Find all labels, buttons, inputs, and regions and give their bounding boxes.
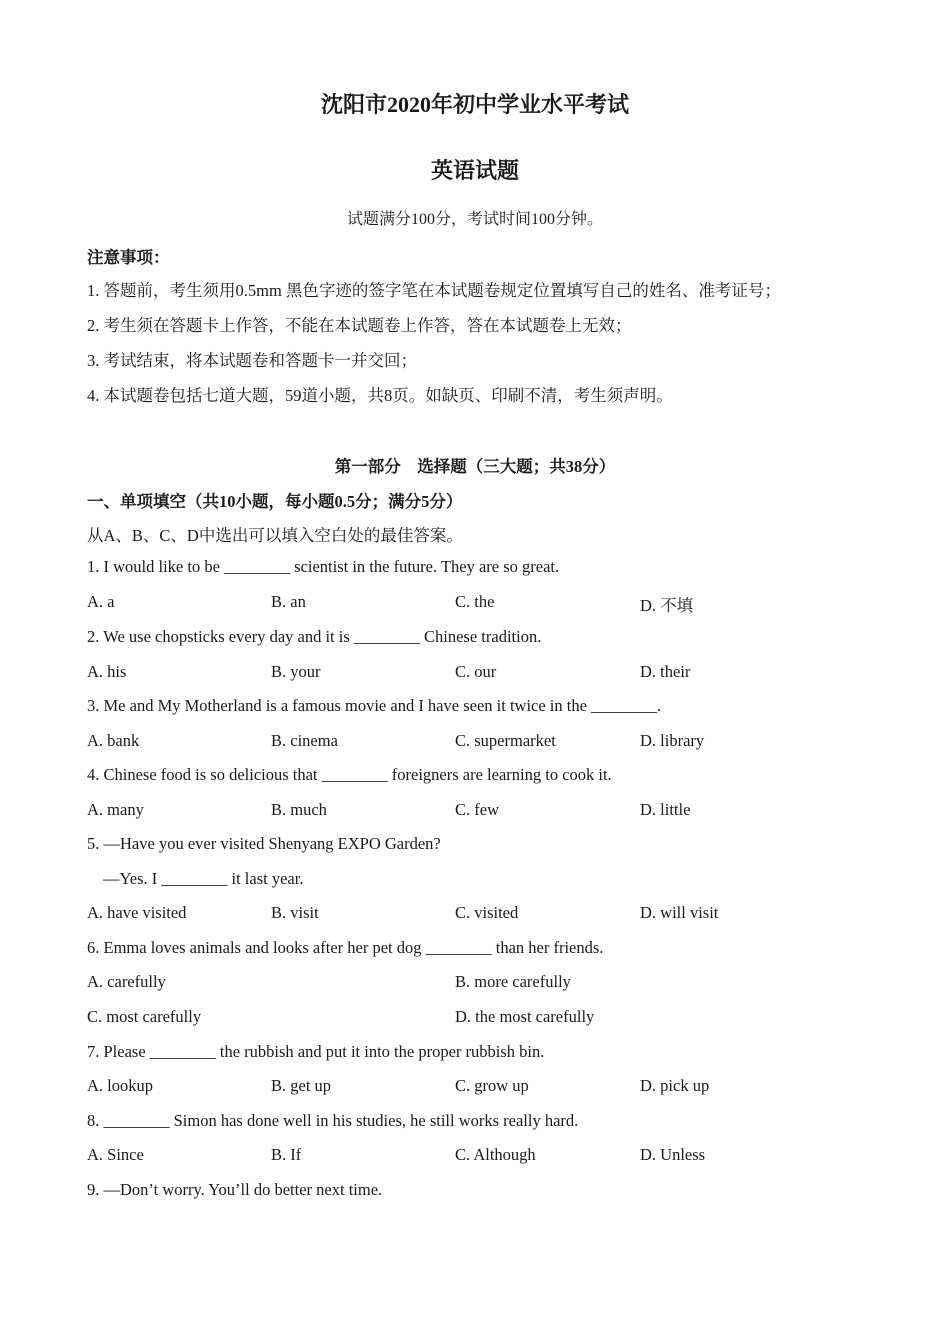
option-a: A. a [87, 592, 115, 611]
option-a: A. bank [87, 731, 140, 750]
option-c: C. few [455, 800, 499, 819]
question-text: 2. We use chopsticks every day and it is ________ Chinese tradition. [87, 627, 542, 646]
question-text: 1. I would like to be ________ scientist in the future. They are so great. [87, 557, 560, 576]
option-c: C. the [455, 592, 495, 611]
notice-item: 2. 考生须在答题卡上作答，不能在本试题卷上作答，答在本试题卷上无效； [87, 316, 632, 335]
option-d: D. pick up [640, 1076, 710, 1095]
option-d: D. library [640, 731, 705, 750]
exam-info: 试题满分100分，考试时间100分钟。 [346, 211, 603, 228]
option-b: B. get up [271, 1076, 332, 1095]
option-c: C. grow up [455, 1076, 529, 1095]
question-text: 7. Please ________ the rubbish and put it into the proper rubbish bin. [87, 1042, 545, 1061]
option-d: D. their [640, 662, 691, 681]
option-b: B. visit [271, 903, 319, 922]
option-d: D. the most carefully [455, 1007, 595, 1026]
option-a: A. Since [87, 1145, 144, 1164]
section-instruction: 从A、B、C、D中选出可以填入空白处的最佳答案。 [87, 526, 463, 545]
section-heading: 一、单项填空（共10小题，每小题0.5分；满分5分） [87, 492, 463, 511]
question-text: 4. Chinese food is so delicious that ________ foreigners are learning to cook it. [87, 765, 612, 784]
notice-item: 4. 本试题卷包括七道大题，59道小题，共8页。如缺页、印刷不清，考生须声明。 [87, 386, 673, 405]
option-a: A. many [87, 800, 144, 819]
option-c: C. visited [455, 903, 519, 922]
question-text: 6. Emma loves animals and looks after her pet dog ________ than her friends. [87, 938, 604, 957]
option-d: D. little [640, 800, 691, 819]
option-b: B. more carefully [455, 972, 571, 991]
question-reply: —Yes. I ________ it last year. [103, 869, 304, 888]
option-c: C. our [455, 662, 497, 681]
part-heading: 第一部分 选择题（三大题；共38分） [334, 457, 616, 476]
option-b: B. If [271, 1145, 302, 1164]
option-a: A. lookup [87, 1076, 153, 1095]
question-text: 9. —Don’t worry. You’ll do better next time. [87, 1180, 383, 1199]
option-b: B. an [271, 592, 306, 611]
option-c: C. Although [455, 1145, 536, 1164]
option-a: A. carefully [87, 972, 166, 991]
question-text: 8. ________ Simon has done well in his studies, he still works really hard. [87, 1111, 579, 1130]
exam-title: 沈阳市2020年初中学业水平考试 [320, 92, 629, 117]
option-b: B. cinema [271, 731, 338, 750]
option-a: A. his [87, 662, 127, 681]
notice-item: 1. 答题前，考生须用0.5mm 黑色字迹的签字笔在本试题卷规定位置填写自己的姓名、准考证号； [87, 281, 781, 300]
option-b: B. much [271, 800, 327, 819]
question-text: 3. Me and My Motherland is a famous movie and I have seen it twice in the ________. [87, 696, 662, 715]
option-c: C. supermarket [455, 731, 556, 750]
exam-subtitle: 英语试题 [430, 158, 519, 183]
option-d: D. Unless [640, 1145, 706, 1164]
notice-item: 3. 考试结束，将本试题卷和答题卡一并交回； [87, 351, 417, 370]
option-b: B. your [271, 662, 321, 681]
option-d: D. will visit [640, 903, 719, 922]
option-d: D. 不填 [640, 596, 694, 615]
notice-heading: 注意事项： [87, 248, 170, 267]
option-c: C. most carefully [87, 1007, 202, 1026]
option-a: A. have visited [87, 903, 187, 922]
question-text: 5. —Have you ever visited Shenyang EXPO Garden? [87, 834, 441, 853]
